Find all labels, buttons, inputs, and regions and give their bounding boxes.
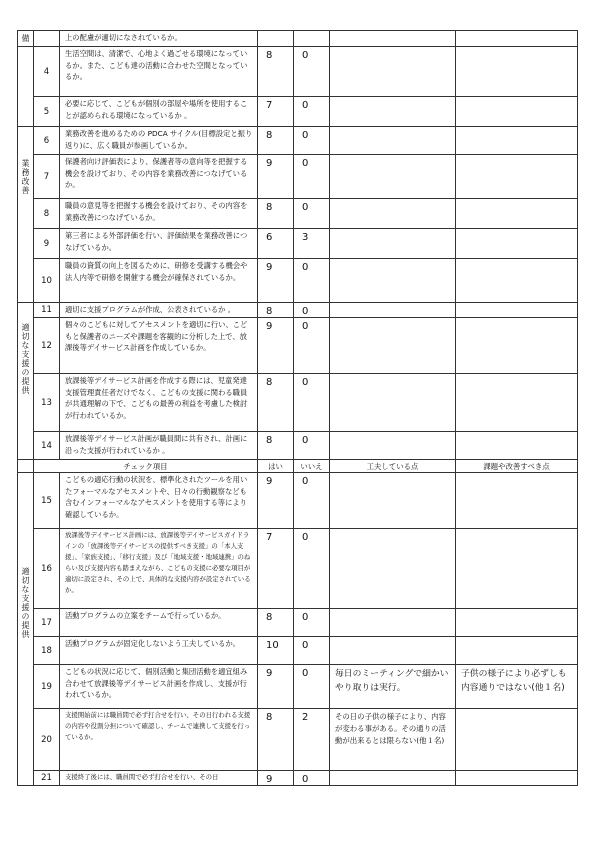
item-number: 18 (34, 637, 60, 665)
yes-count: 9 (258, 259, 294, 303)
kufu-text: その日の子供の様子により、内容が変わる事がある。その通りの活動が出来るとは限らない(他１名) (330, 709, 456, 771)
no-count: 0 (294, 199, 330, 229)
item-number: 4 (34, 47, 60, 97)
kadai-text (456, 47, 578, 97)
header-kadai: 課題や改善すべき点 (456, 460, 578, 473)
item-number: 17 (34, 609, 60, 637)
column-header-row (18, 460, 578, 473)
no-count: 0 (294, 127, 330, 155)
check-item-text: 適切に支援プログラムが作成、公表されているか 。 (60, 303, 258, 318)
table-row (18, 303, 578, 318)
yes-count: 8 (258, 47, 294, 97)
check-item-text: 放課後等デイサービス計画が職員間に共有され、計画に沿った支援が行われているか 。 (60, 432, 258, 460)
table-row (18, 229, 578, 259)
no-count: 0 (294, 374, 330, 432)
item-number: 5 (34, 97, 60, 127)
category-environment-tail: 備 (18, 31, 34, 47)
check-item-text: 上の配慮が適切になされているか。 (60, 31, 258, 47)
no-count: 0 (294, 303, 330, 318)
item-number: 10 (34, 259, 60, 303)
table-row (18, 473, 578, 529)
item-number (34, 31, 60, 47)
check-item-text: 生活空間は、清潔で、心地よく過ごせる環境になっているか。また、こども達の活動に合わせた空間となっているか。 (60, 47, 258, 97)
kufu-text (330, 97, 456, 127)
yes-count: 8 (258, 127, 294, 155)
table-row (18, 47, 578, 97)
kadai-text (456, 229, 578, 259)
table-row (18, 199, 578, 229)
no-count: 0 (294, 155, 330, 199)
kadai-text (456, 709, 578, 771)
check-item-text: 保護者向け評価表により、保護者等の意向等を把握する機会を設けており、その内容を業務改善につなげているか。 (60, 155, 258, 199)
table-row (18, 771, 578, 786)
category-appropriate-support-1: 適切な支援の提供 (18, 303, 34, 460)
item-number: 9 (34, 229, 60, 259)
table-row (18, 709, 578, 771)
kadai-text (456, 155, 578, 199)
kufu-text (330, 259, 456, 303)
table-row (18, 259, 578, 303)
item-number: 11 (34, 303, 60, 318)
header-no: いいえ (294, 460, 330, 473)
no-count: 0 (294, 609, 330, 637)
kufu-text (330, 637, 456, 665)
table-row (18, 97, 578, 127)
kufu-text (330, 127, 456, 155)
header-blank (18, 460, 34, 473)
yes-count: 8 (258, 709, 294, 771)
table-row (18, 665, 578, 709)
kufu-text: 毎日のミーティングで細かいやり取りは実行。 (330, 665, 456, 709)
kufu-text (330, 473, 456, 529)
no-count: 0 (294, 432, 330, 460)
check-item-text: 支援終了後には、職員間で必ず打合せを行い、その日 (60, 771, 258, 786)
item-number: 6 (34, 127, 60, 155)
header-kufu: 工夫している点 (330, 460, 456, 473)
yes-count: 8 (258, 609, 294, 637)
kufu-text (330, 318, 456, 374)
yes-count: 9 (258, 665, 294, 709)
table-row (18, 374, 578, 432)
kufu-text (330, 771, 456, 786)
check-item-text: 個々のこどもに対してアセスメントを適切に行い、こどもと保護者のニーズや課題を客観的に分析した上で、放課後等デイサービス計画を作成しているか。 (60, 318, 258, 374)
kufu-text (330, 609, 456, 637)
no-count (294, 31, 330, 47)
check-item-text: 活動プログラムが固定化しないよう工夫しているか。 (60, 637, 258, 665)
kadai-text (456, 199, 578, 229)
item-number: 7 (34, 155, 60, 199)
kadai-text: 子供の様子により必ずしも内容通りではない(他１名) (456, 665, 578, 709)
kufu-text (330, 155, 456, 199)
kufu-text (330, 303, 456, 318)
no-count: 3 (294, 229, 330, 259)
no-count: 0 (294, 637, 330, 665)
table-row (18, 31, 578, 47)
no-count: 0 (294, 665, 330, 709)
kufu-text (330, 229, 456, 259)
yes-count: 9 (258, 771, 294, 786)
item-number: 19 (34, 665, 60, 709)
no-count: 0 (294, 259, 330, 303)
item-number: 12 (34, 318, 60, 374)
header-yes: はい (258, 460, 294, 473)
kadai-text (456, 303, 578, 318)
no-count: 0 (294, 771, 330, 786)
table-row (18, 432, 578, 460)
kufu-text (330, 374, 456, 432)
table-row (18, 637, 578, 665)
table-row (18, 609, 578, 637)
kufu-text (330, 31, 456, 47)
item-number: 16 (34, 529, 60, 609)
kufu-text (330, 199, 456, 229)
check-item-text: 職員の資質の向上を図るために、研修を受講する機会や法人内等で研修を開催する機会が確保されているか。 (60, 259, 258, 303)
no-count: 0 (294, 47, 330, 97)
check-item-text: 活動プログラムの立案をチームで行っているか。 (60, 609, 258, 637)
yes-count: 8 (258, 199, 294, 229)
item-number: 20 (34, 709, 60, 771)
yes-count: 10 (258, 637, 294, 665)
no-count: 0 (294, 97, 330, 127)
evaluation-table-page (17, 30, 577, 786)
check-item-text: こどもの適応行動の状況を、標準化されたツールを用いたフォーマルなアセスメントや、日々の行動観察なども含むインフォーマルなアセスメントを使用する等により確認しているか。 (60, 473, 258, 529)
kadai-text (456, 127, 578, 155)
yes-count: 9 (258, 155, 294, 199)
item-number: 13 (34, 374, 60, 432)
yes-count: 8 (258, 303, 294, 318)
yes-count: 9 (258, 318, 294, 374)
yes-count: 9 (258, 473, 294, 529)
kadai-text (456, 31, 578, 47)
table-row (18, 529, 578, 609)
table-row (18, 155, 578, 199)
check-item-text: 支援開始前には職員間で必ず打合せを行い、その日行われる支援の内容や役割分担について確認し、チームで連携して支援を行っているか。 (60, 709, 258, 771)
item-number: 21 (34, 771, 60, 786)
no-count: 0 (294, 473, 330, 529)
kufu-text (330, 47, 456, 97)
kadai-text (456, 259, 578, 303)
check-item-text: 必要に応じて、こどもが個別の部屋や場所を使用することが認められる環境になっているか 。 (60, 97, 258, 127)
check-item-text: 放課後等デイサービス計画には、放課後等デイサービスガイドラインの「放課後等デイサービスの提供すべき支援」の「本人支援」、「家族支援」、「移行支援」及び「地域支援・地域連携」のねらい及び支援内容も踏まえながら、こどもの支援に必要な項目が適切に設定され、その上で、具体的な支援内容が設定されているか。 (60, 529, 258, 609)
kadai-text (456, 473, 578, 529)
item-number: 15 (34, 473, 60, 529)
kadai-text (456, 432, 578, 460)
yes-count (258, 31, 294, 47)
evaluation-table (17, 30, 578, 786)
kadai-text (456, 637, 578, 665)
check-item-text: こどもの状況に応じて、個別活動と集団活動を適宜組み合わせて放課後等デイサービス計画を作成し、支援が行われているか。 (60, 665, 258, 709)
kufu-text (330, 529, 456, 609)
yes-count: 7 (258, 529, 294, 609)
no-count: 0 (294, 318, 330, 374)
check-item-text: 第三者による外部評価を行い、評価結果を業務改善につなげているか。 (60, 229, 258, 259)
kadai-text (456, 529, 578, 609)
category-environment-blank (18, 47, 34, 127)
kufu-text (330, 432, 456, 460)
item-number: 8 (34, 199, 60, 229)
kadai-text (456, 318, 578, 374)
category-appropriate-support-2: 適切な支援の提供 (18, 473, 34, 786)
no-count: 0 (294, 529, 330, 609)
yes-count: 6 (258, 229, 294, 259)
item-number: 14 (34, 432, 60, 460)
kadai-text (456, 97, 578, 127)
yes-count: 8 (258, 374, 294, 432)
category-business-improvement: 業務改善 (18, 127, 34, 303)
kadai-text (456, 374, 578, 432)
check-item-text: 職員の意見等を把握する機会を設けており、その内容を業務改善につなげているか。 (60, 199, 258, 229)
yes-count: 7 (258, 97, 294, 127)
table-row (18, 318, 578, 374)
check-item-text: 放課後等デイサービス計画を作成する際には、児童発達支援管理責任者だけでなく、こどもの支援に関わる職員が共通理解の下で、こどもの最善の利益を考慮した検討が行われているか。 (60, 374, 258, 432)
yes-count: 8 (258, 432, 294, 460)
kadai-text (456, 771, 578, 786)
check-item-text: 業務改善を進めるための PDCA サイクル(目標設定と振り返り)に、広く職員が参画しているか。 (60, 127, 258, 155)
kadai-text (456, 609, 578, 637)
no-count: 2 (294, 709, 330, 771)
header-check-item: チェック項目 (34, 460, 258, 473)
table-row (18, 127, 578, 155)
